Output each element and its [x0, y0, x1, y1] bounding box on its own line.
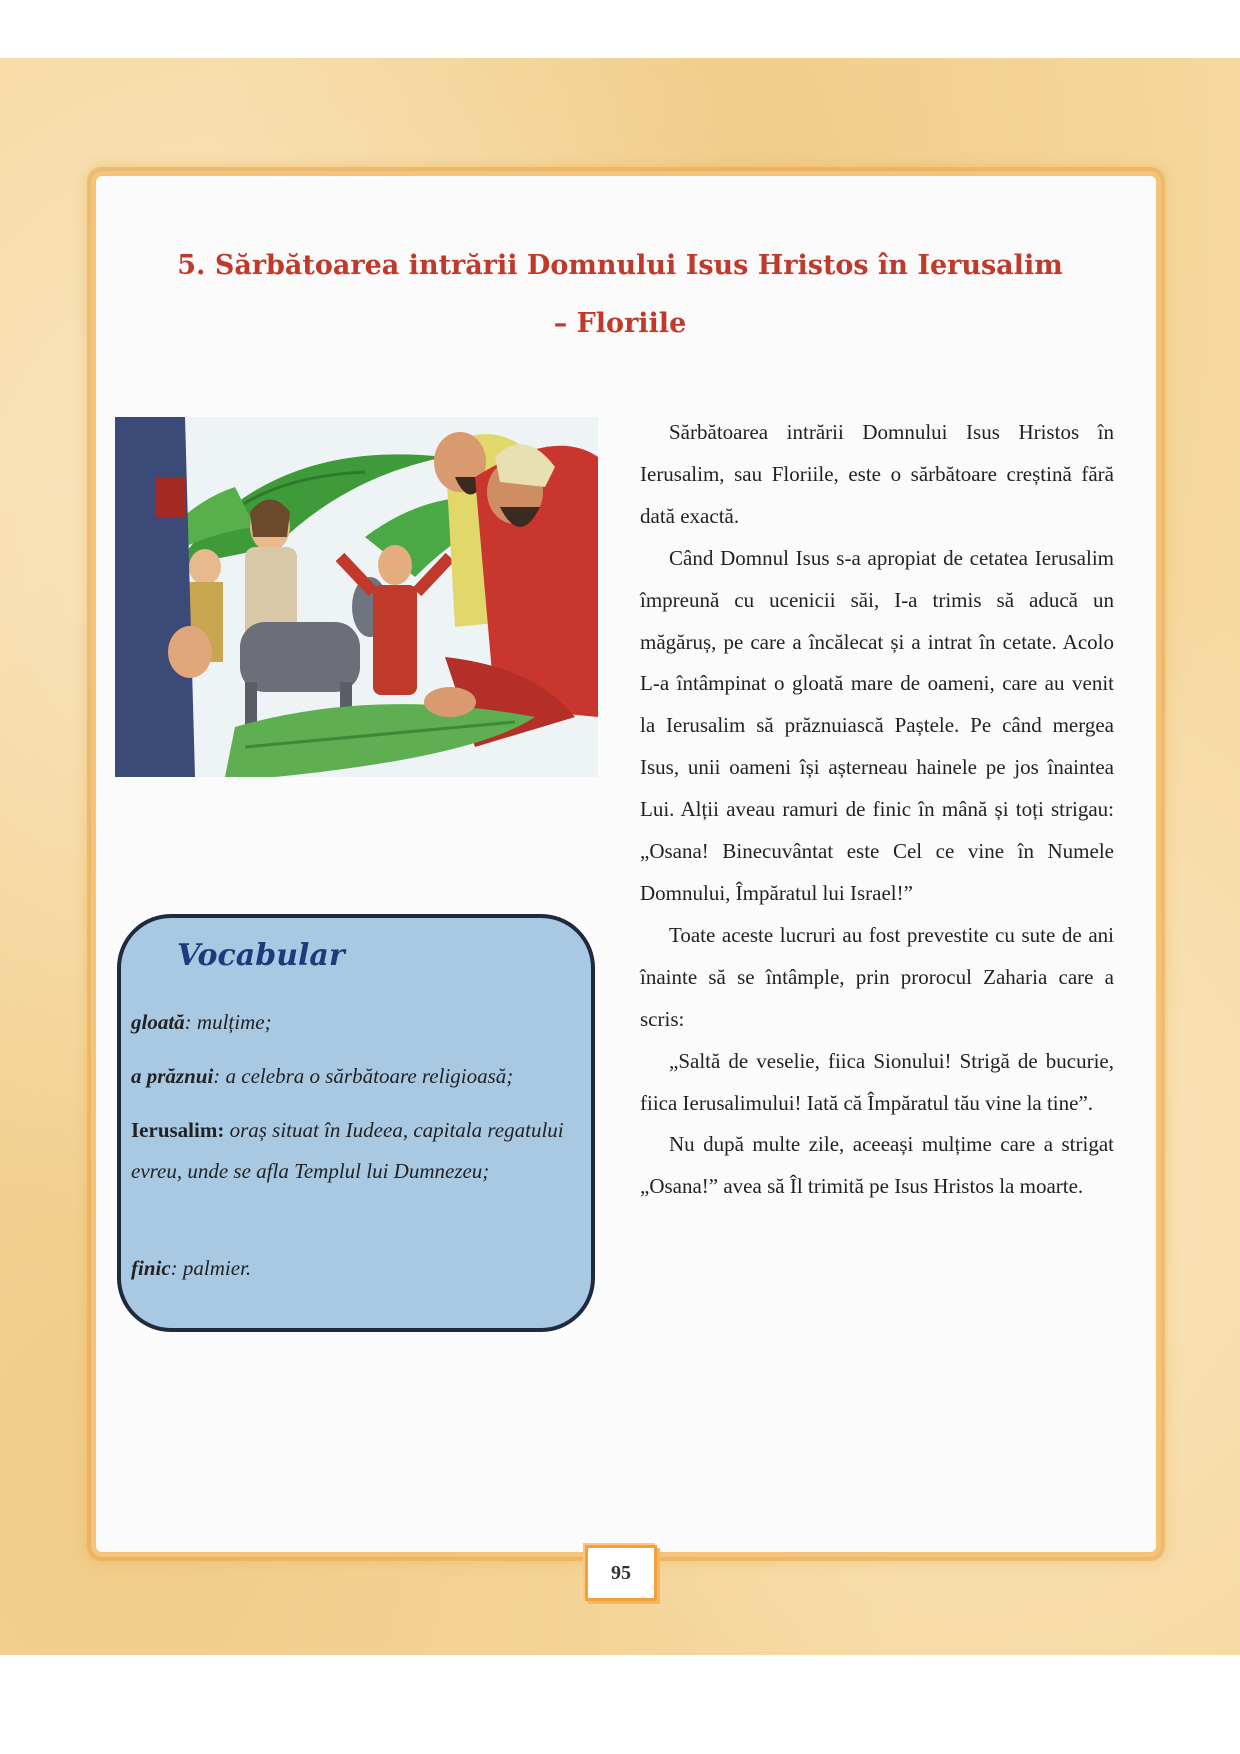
vocabulary-term: Ierusalim:	[131, 1118, 225, 1142]
vocabulary-box	[117, 914, 595, 1332]
vocabulary-definition: : mulțime;	[184, 1010, 272, 1034]
page-subtitle: – Floriile	[553, 308, 687, 339]
paragraph: Când Domnul Isus s-a apropiat de cetatea Ierusalim împreună cu ucenicii săi, I-a trimis să aducă un măgăruș, pe care a încălecat și a intrat în cetate. Acolo L-a întâmpinat o gloată mare de oameni, care au venit la Ierusalim să prăznuiască Paștele. Pe când mergea Isus, unii oameni își așterneau hainele pe jos înaintea Lui. Alții aveau ramuri de finic în mână și toți strigau: „Osana! Binecuvântat este Cel ce vine în Numele Domnului, Împăratul lui Israel!”	[640, 545, 1114, 905]
vocabulary-entry	[131, 1248, 571, 1289]
vocabulary-term: gloată	[131, 1010, 185, 1034]
vocabulary-entry	[131, 1056, 571, 1097]
vocabulary-entry	[131, 1002, 571, 1043]
body-text	[640, 412, 1114, 1208]
vocabulary-entry	[131, 1110, 571, 1192]
vocabulary-term: a prăznui	[131, 1064, 214, 1088]
page-title: 5. Sărbătoarea intrării Domnului Isus Hristos în Ierusalim	[177, 250, 1063, 281]
paragraph: Sărbătoarea intrării Domnului Isus Hristos în Ierusalim, sau Floriile, este o sărbătoare creștină fără dată exactă.	[640, 420, 1114, 528]
page-number: 95	[585, 1545, 657, 1601]
paragraph: Nu după multe zile, aceeași mulțime care a strigat „Osana!” avea să Îl trimită pe Isus Hristos la moarte.	[640, 1132, 1114, 1199]
paragraph: Toate aceste lucruri au fost prevestite cu sute de ani înainte să se întâmple, prin prorocul Zaharia care a scris:	[640, 922, 1114, 1031]
vocabulary-term: finic	[131, 1256, 171, 1280]
vocabulary-definition: : a celebra o sărbătoare religioasă;	[213, 1064, 514, 1088]
vocabulary-definition: : palmier.	[170, 1256, 252, 1280]
vocabulary-definition: oraș situat în Iudeea, capitala regatului evreu, unde se afla Templul lui Dumnezeu;	[131, 1118, 564, 1183]
paragraph: „Saltă de veselie, fiica Sionului! Strigă de bucurie, fiica Ierusalimului! Iată că Împăratul tău vine la tine”.	[640, 1048, 1114, 1115]
palm-sunday-illustration	[115, 417, 598, 777]
vocabulary-heading: Vocabular	[177, 938, 345, 973]
